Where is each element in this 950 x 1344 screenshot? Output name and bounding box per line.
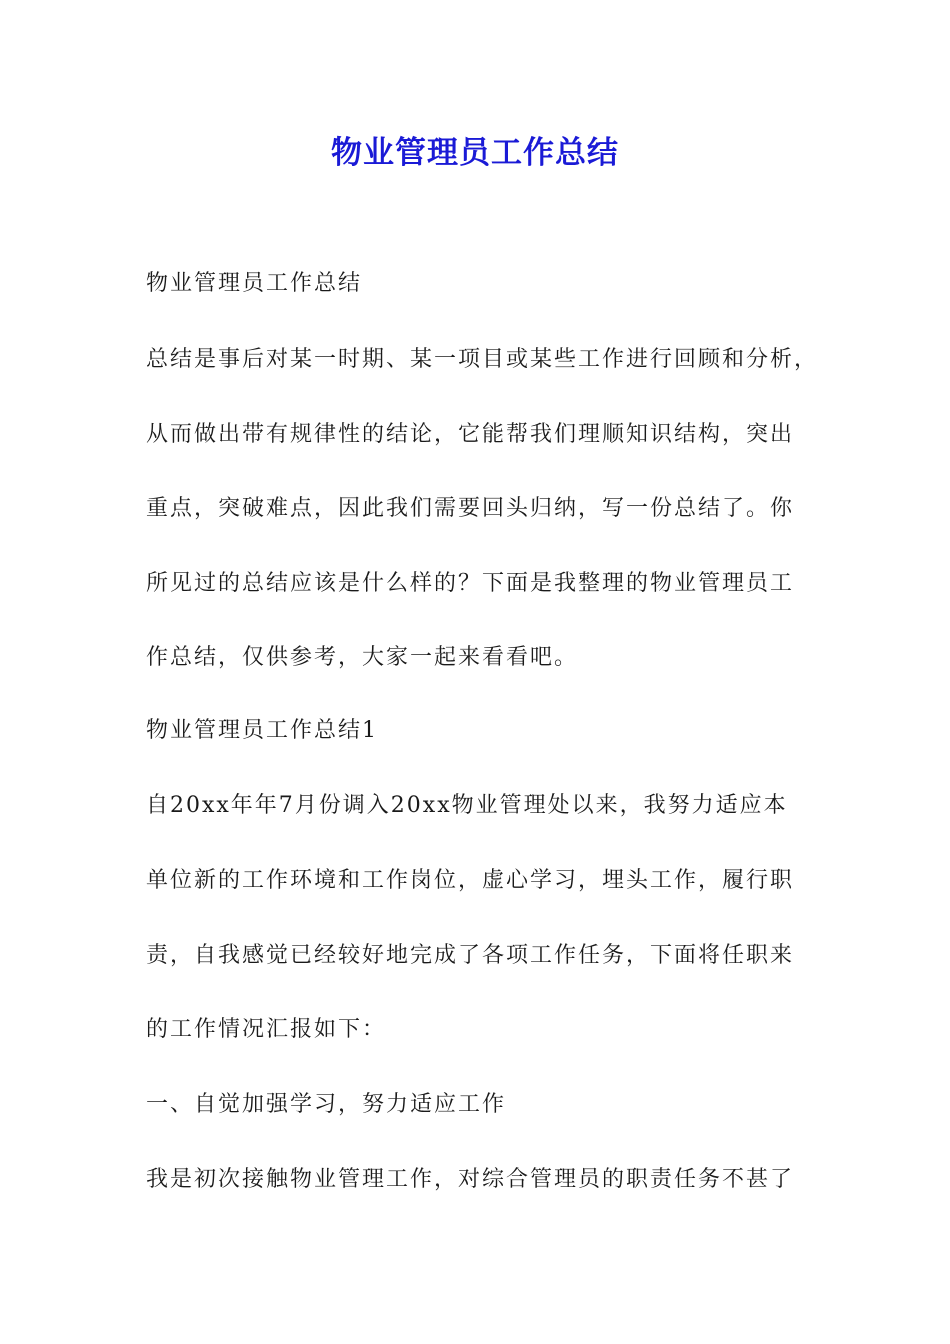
paragraph-line: 总结是事后对某一时期、某一项目或某些工作进行回顾和分析， (146, 347, 819, 372)
document-title: 物业管理员工作总结 (331, 135, 619, 171)
paragraph-line: 从而做出带有规律性的结论，它能帮我们理顺知识结构，突出 (146, 422, 795, 447)
paragraph-line: 责，自我感觉已经较好地完成了各项工作任务，下面将任职来 (146, 943, 795, 968)
paragraph-line: 单位新的工作环境和工作岗位，虚心学习，埋头工作，履行职 (146, 868, 795, 893)
paragraph-line: 所见过的总结应该是什么样的？下面是我整理的物业管理员工 (146, 571, 795, 596)
subsection-heading: 一、自觉加强学习，努力适应工作 (146, 1092, 507, 1117)
paragraph-line: 的工作情况汇报如下： (146, 1017, 387, 1042)
section-heading: 物业管理员工作总结1 (146, 718, 378, 743)
paragraph-line: 自20xx年年7月份调入20xx物业管理处以来，我努力适应本 (146, 793, 788, 818)
section-heading: 物业管理员工作总结 (146, 271, 363, 296)
paragraph-line: 作总结，仅供参考，大家一起来看看吧。 (146, 645, 579, 670)
paragraph-line: 重点，突破难点，因此我们需要回头归纳，写一份总结了。你 (146, 496, 795, 521)
paragraph-line: 我是初次接触物业管理工作，对综合管理员的职责任务不甚了 (146, 1167, 795, 1192)
